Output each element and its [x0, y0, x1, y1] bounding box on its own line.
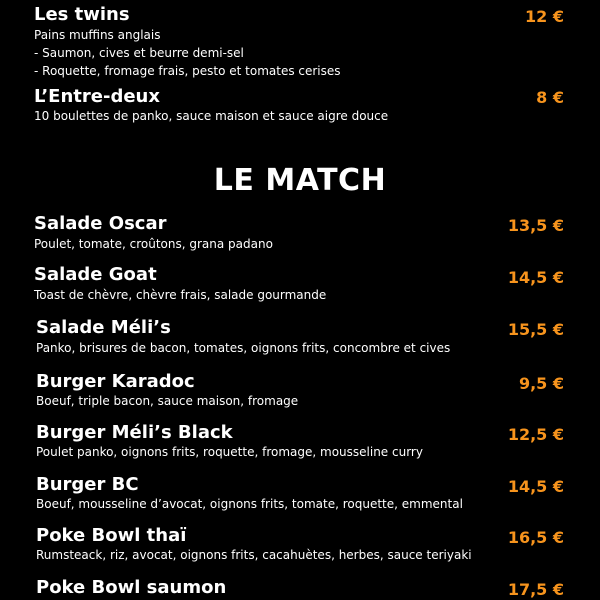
item-name: Poke Bowl saumon — [36, 577, 227, 598]
item-description: Boeuf, mousseline d’avocat, oignons frits, tomate, roquette, emmental — [36, 497, 463, 511]
item-description-line: 10 boulettes de panko, sauce maison et sauce aigre douce — [34, 109, 389, 123]
item-description-line: - Roquette, fromage frais, pesto et tomates cerises — [34, 64, 341, 78]
item-name: Salade Goat — [34, 264, 157, 285]
item-price: 13,5 € — [507, 216, 564, 235]
item-price: 14,5 € — [507, 268, 564, 287]
item-description-line: - Saumon, cives et beurre demi-sel — [34, 46, 244, 60]
item-price: 14,5 € — [507, 477, 564, 496]
item-name: Burger Méli’s Black — [36, 422, 233, 443]
item-description: Rumsteack, riz, avocat, oignons frits, cacahuètes, herbes, sauce teriyaki — [36, 548, 472, 562]
item-description: Toast de chèvre, chèvre frais, salade gourmande — [34, 288, 327, 302]
item-name: Salade Méli’s — [36, 317, 171, 338]
item-price: 12,5 € — [507, 425, 564, 444]
item-name: Salade Oscar — [34, 213, 167, 234]
item-description: Boeuf, triple bacon, sauce maison, fromage — [36, 394, 299, 408]
section-title: LE MATCH — [213, 163, 387, 198]
item-description: Panko, brisures de bacon, tomates, oignons frits, concombre et cives — [36, 341, 451, 355]
item-name: L’Entre-deux — [34, 86, 160, 107]
item-price: 16,5 € — [507, 528, 564, 547]
item-price: 8 € — [536, 88, 564, 107]
item-price: 9,5 € — [518, 374, 564, 393]
item-price: 12 € — [525, 7, 564, 26]
item-price: 15,5 € — [507, 320, 564, 339]
item-description-line: Pains muffins anglais — [34, 28, 161, 42]
item-name: Burger BC — [36, 474, 139, 495]
item-name: Les twins — [34, 4, 130, 25]
item-name: Burger Karadoc — [36, 371, 195, 392]
item-description: Poulet, tomate, croûtons, grana padano — [34, 237, 273, 251]
item-description: Poulet panko, oignons frits, roquette, fromage, mousseline curry — [36, 445, 423, 459]
item-price: 17,5 € — [507, 580, 564, 599]
item-name: Poke Bowl thaï — [36, 525, 187, 546]
